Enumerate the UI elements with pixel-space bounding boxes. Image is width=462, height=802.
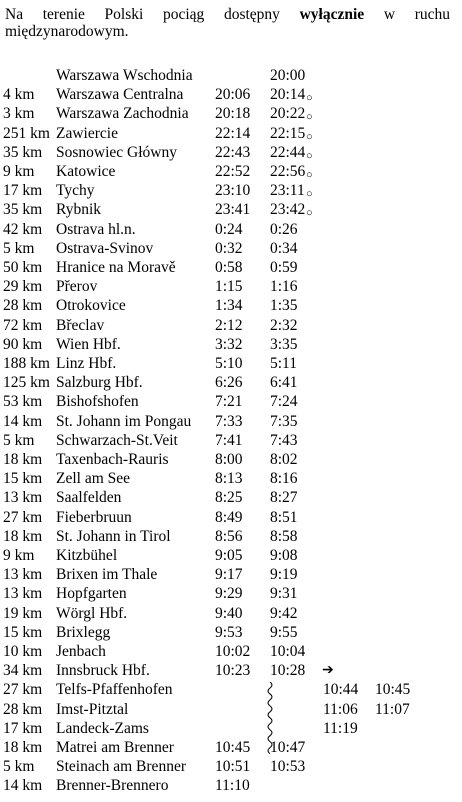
timetable-row bbox=[0, 143, 462, 162]
arrival-time: 5:10 bbox=[215, 355, 243, 372]
distance: 14 km bbox=[3, 412, 43, 430]
arrival-time: 7:33 bbox=[215, 412, 243, 430]
timetable-row bbox=[0, 124, 462, 143]
timetable-row bbox=[0, 757, 462, 776]
timetable-row bbox=[0, 354, 462, 373]
timetable-row bbox=[0, 239, 462, 258]
arrival-time: 23:41 bbox=[215, 201, 251, 219]
branch-arrival-time: 10:44 bbox=[323, 681, 359, 699]
timetable-row bbox=[0, 776, 462, 795]
arrival-time: 10:02 bbox=[215, 643, 251, 660]
arrival-time: 20:18 bbox=[215, 105, 251, 123]
departure-time: 7:35 bbox=[270, 412, 298, 430]
departure-time: 20:00 bbox=[270, 67, 306, 84]
departure-time: 8:16 bbox=[270, 470, 298, 488]
timetable-row bbox=[0, 623, 462, 642]
branch-arrival-time: 11:19 bbox=[323, 719, 358, 737]
distance: 42 km bbox=[3, 220, 43, 238]
station-name: Brixlegg bbox=[56, 623, 111, 641]
branch-arrival-time: 11:06 bbox=[323, 700, 358, 718]
station-name: Warszawa Zachodnia bbox=[56, 105, 189, 123]
departure-time: 22:44 bbox=[270, 143, 306, 161]
departure-time: 5:11 bbox=[270, 355, 297, 372]
timetable-row bbox=[0, 200, 462, 219]
departure-time: 8:51 bbox=[270, 508, 298, 526]
station-name: Tychy bbox=[56, 182, 95, 200]
arrival-time: 3:32 bbox=[215, 335, 243, 353]
branch-departure-time: 10:45 bbox=[375, 681, 411, 699]
stop-marker-icon: ○ bbox=[306, 111, 313, 124]
departure-time: 20:22 bbox=[270, 105, 306, 123]
station-name: Saalfelden bbox=[56, 489, 122, 507]
branch-arrow-icon: ➔ bbox=[322, 663, 334, 679]
timetable-row bbox=[0, 738, 462, 757]
arrival-time: 20:06 bbox=[215, 86, 251, 104]
distance: 18 km bbox=[3, 739, 43, 756]
timetable-row bbox=[0, 66, 462, 85]
distance: 14 km bbox=[3, 777, 43, 795]
departure-time: 9:55 bbox=[270, 623, 298, 641]
arrival-time: 2:12 bbox=[215, 316, 243, 334]
distance: 5 km bbox=[3, 758, 35, 776]
station-name: Warszawa Wschodnia bbox=[56, 67, 193, 84]
distance: 29 km bbox=[3, 278, 43, 296]
timetable-row bbox=[0, 392, 462, 411]
arrival-time: 22:52 bbox=[215, 163, 251, 180]
distance: 18 km bbox=[3, 451, 43, 468]
arrival-time: 8:13 bbox=[215, 470, 243, 488]
arrival-time: 6:26 bbox=[215, 374, 243, 392]
departure-time: 1:16 bbox=[270, 278, 298, 296]
arrival-time: 10:23 bbox=[215, 662, 251, 680]
station-name: Ostrava hl.n. bbox=[56, 220, 136, 238]
timetable-row bbox=[0, 450, 462, 469]
timetable-row bbox=[0, 604, 462, 623]
station-name: Brixen im Thale bbox=[56, 566, 158, 584]
departure-time: 0:26 bbox=[270, 220, 298, 238]
arrival-time: 1:34 bbox=[215, 297, 243, 315]
station-name: Zawiercie bbox=[56, 124, 118, 142]
distance: 5 km bbox=[3, 239, 35, 257]
timetable-row bbox=[0, 296, 462, 315]
departure-time: 1:35 bbox=[270, 297, 298, 315]
stop-marker-icon: ○ bbox=[306, 130, 313, 143]
station-name: Matrei am Brenner bbox=[56, 739, 174, 756]
departure-time: 23:42 bbox=[270, 201, 306, 219]
arrival-time: 9:53 bbox=[215, 623, 243, 641]
timetable-row bbox=[0, 258, 462, 277]
intro-emphasis: wyłącznie bbox=[299, 6, 365, 23]
station-name: Telfs-Pfaffenhofen bbox=[56, 681, 173, 699]
distance: 17 km bbox=[3, 719, 43, 737]
stop-marker-icon: ○ bbox=[306, 169, 313, 181]
arrival-time: 0:58 bbox=[215, 259, 243, 276]
distance: 125 km bbox=[3, 374, 50, 392]
distance: 28 km bbox=[3, 700, 43, 718]
timetable-row bbox=[0, 488, 462, 507]
timetable-row bbox=[0, 508, 462, 527]
distance: 19 km bbox=[3, 604, 43, 622]
station-name: Schwarzach-St.Veit bbox=[56, 431, 178, 449]
arrival-time: 22:14 bbox=[215, 124, 251, 142]
departure-time: 3:35 bbox=[270, 335, 298, 353]
distance: 34 km bbox=[3, 662, 43, 680]
departure-time: 23:11 bbox=[270, 182, 305, 200]
branch-row bbox=[0, 680, 462, 699]
arrival-time: 9:40 bbox=[215, 604, 243, 622]
branch-departure-time: 11:07 bbox=[375, 700, 410, 718]
departure-time: 6:41 bbox=[270, 374, 298, 392]
timetable-row bbox=[0, 335, 462, 354]
timetable-row bbox=[0, 373, 462, 392]
departure-time: 9:08 bbox=[270, 547, 298, 564]
departure-time: 7:24 bbox=[270, 393, 298, 411]
distance: 15 km bbox=[3, 470, 43, 488]
departure-time: 2:32 bbox=[270, 316, 298, 334]
station-name: Katowice bbox=[56, 163, 116, 180]
departure-time: 10:53 bbox=[270, 758, 306, 776]
departure-time: 9:31 bbox=[270, 585, 298, 603]
distance: 50 km bbox=[3, 259, 43, 276]
station-name: Innsbruck Hbf. bbox=[56, 662, 150, 680]
arrival-time: 9:29 bbox=[215, 585, 243, 603]
station-name: Sosnowiec Główny bbox=[56, 143, 177, 161]
arrival-time: 7:41 bbox=[215, 431, 243, 449]
distance: 35 km bbox=[3, 143, 43, 161]
station-name: Rybnik bbox=[56, 201, 102, 219]
stop-marker-icon: ○ bbox=[306, 188, 313, 201]
station-name: Taxenbach-Rauris bbox=[56, 451, 169, 468]
distance: 3 km bbox=[3, 105, 35, 123]
departure-time: 8:58 bbox=[270, 527, 298, 545]
arrival-time: 0:32 bbox=[215, 239, 243, 257]
timetable-row bbox=[0, 546, 462, 565]
arrival-time: 7:21 bbox=[215, 393, 243, 411]
timetable-row bbox=[0, 661, 462, 680]
bypass-line bbox=[262, 682, 278, 754]
station-name: Brenner-Brennero bbox=[56, 777, 169, 795]
station-name: Otrokovice bbox=[56, 297, 126, 315]
distance: 18 km bbox=[3, 527, 43, 545]
departure-time: 22:56 bbox=[270, 163, 306, 180]
station-name: Kitzbühel bbox=[56, 547, 118, 564]
distance: 188 km bbox=[3, 355, 50, 372]
timetable-row bbox=[0, 584, 462, 603]
departure-time: 8:02 bbox=[270, 451, 298, 468]
station-name: Steinach am Brenner bbox=[56, 758, 186, 776]
station-name: Bishofshofen bbox=[56, 393, 139, 411]
arrival-time: 8:00 bbox=[215, 451, 243, 468]
timetable-row bbox=[0, 85, 462, 104]
timetable-row bbox=[0, 412, 462, 431]
distance: 5 km bbox=[3, 431, 35, 449]
arrival-time: 10:51 bbox=[215, 758, 251, 776]
departure-time: 10:47 bbox=[270, 739, 306, 756]
intro-prefix: Na terenie Polski pociąg dostępny bbox=[5, 6, 280, 23]
branch-row bbox=[0, 700, 462, 719]
timetable-row bbox=[0, 431, 462, 450]
distance: 27 km bbox=[3, 508, 43, 526]
timetable-row bbox=[0, 565, 462, 584]
distance: 15 km bbox=[3, 623, 43, 641]
distance: 72 km bbox=[3, 316, 43, 334]
arrival-time: 11:10 bbox=[215, 777, 250, 795]
branch-row bbox=[0, 719, 462, 738]
station-name: Wörgl Hbf. bbox=[56, 604, 128, 622]
distance: 9 km bbox=[3, 163, 35, 180]
distance: 28 km bbox=[3, 297, 43, 315]
station-name: Hranice na Moravě bbox=[56, 259, 176, 276]
distance: 13 km bbox=[3, 585, 43, 603]
timetable-row bbox=[0, 527, 462, 546]
arrival-time: 22:43 bbox=[215, 143, 251, 161]
distance: 17 km bbox=[3, 182, 43, 200]
timetable-row bbox=[0, 277, 462, 296]
station-name: Břeclav bbox=[56, 316, 105, 334]
station-name: Wien Hbf. bbox=[56, 335, 121, 353]
distance: 53 km bbox=[3, 393, 43, 411]
stop-marker-icon: ○ bbox=[306, 149, 313, 162]
station-name: Fieberbruun bbox=[56, 508, 132, 526]
station-name: St. Johann in Tirol bbox=[56, 527, 171, 545]
station-name: Linz Hbf. bbox=[56, 355, 117, 372]
station-name: St. Johann im Pongau bbox=[56, 412, 192, 430]
departure-time: 9:19 bbox=[270, 566, 298, 584]
timetable-row bbox=[0, 316, 462, 335]
timetable-row bbox=[0, 220, 462, 239]
arrival-time: 9:05 bbox=[215, 547, 243, 564]
departure-time: 10:04 bbox=[270, 643, 306, 660]
distance: 35 km bbox=[3, 201, 43, 219]
station-name: Imst-Pitztal bbox=[56, 700, 129, 718]
intro-suffix: w ruchu międzynarodowym. bbox=[5, 6, 451, 40]
departure-time: 20:14 bbox=[270, 86, 306, 104]
station-name: Hopfgarten bbox=[56, 585, 127, 603]
arrival-time: 8:25 bbox=[215, 489, 243, 507]
stop-marker-icon: ○ bbox=[306, 207, 313, 220]
timetable-row bbox=[0, 104, 462, 123]
distance: 251 km bbox=[3, 124, 50, 142]
departure-time: 8:27 bbox=[270, 489, 298, 507]
arrival-time: 8:56 bbox=[215, 527, 243, 545]
stop-marker-icon: ○ bbox=[306, 92, 313, 105]
station-name: Zell am See bbox=[56, 470, 131, 488]
departure-time: 0:59 bbox=[270, 259, 298, 276]
timetable-row bbox=[0, 642, 462, 661]
departure-time: 22:15 bbox=[270, 124, 306, 142]
distance: 27 km bbox=[3, 681, 43, 699]
station-name: Salzburg Hbf. bbox=[56, 374, 143, 392]
departure-time: 9:42 bbox=[270, 604, 298, 622]
arrival-time: 10:45 bbox=[215, 739, 251, 756]
timetable-row bbox=[0, 181, 462, 200]
distance: 10 km bbox=[3, 643, 43, 660]
arrival-time: 0:24 bbox=[215, 220, 243, 238]
station-name: Warszawa Centralna bbox=[56, 86, 184, 104]
distance: 4 km bbox=[3, 86, 35, 104]
station-name: Landeck-Zams bbox=[56, 719, 149, 737]
departure-time: 7:43 bbox=[270, 431, 298, 449]
distance: 9 km bbox=[3, 547, 35, 564]
arrival-time: 1:15 bbox=[215, 278, 243, 296]
timetable-row bbox=[0, 469, 462, 488]
departure-time: 10:28 bbox=[270, 662, 306, 680]
departure-time: 0:34 bbox=[270, 239, 298, 257]
arrival-time: 8:49 bbox=[215, 508, 243, 526]
distance: 13 km bbox=[3, 489, 43, 507]
distance: 90 km bbox=[3, 335, 43, 353]
arrival-time: 23:10 bbox=[215, 182, 251, 200]
distance: 13 km bbox=[3, 566, 43, 584]
station-name: Ostrava-Svinov bbox=[56, 239, 154, 257]
station-name: Jenbach bbox=[56, 643, 106, 660]
station-name: Přerov bbox=[56, 278, 98, 296]
arrival-time: 9:17 bbox=[215, 566, 243, 584]
timetable-row bbox=[0, 162, 462, 181]
